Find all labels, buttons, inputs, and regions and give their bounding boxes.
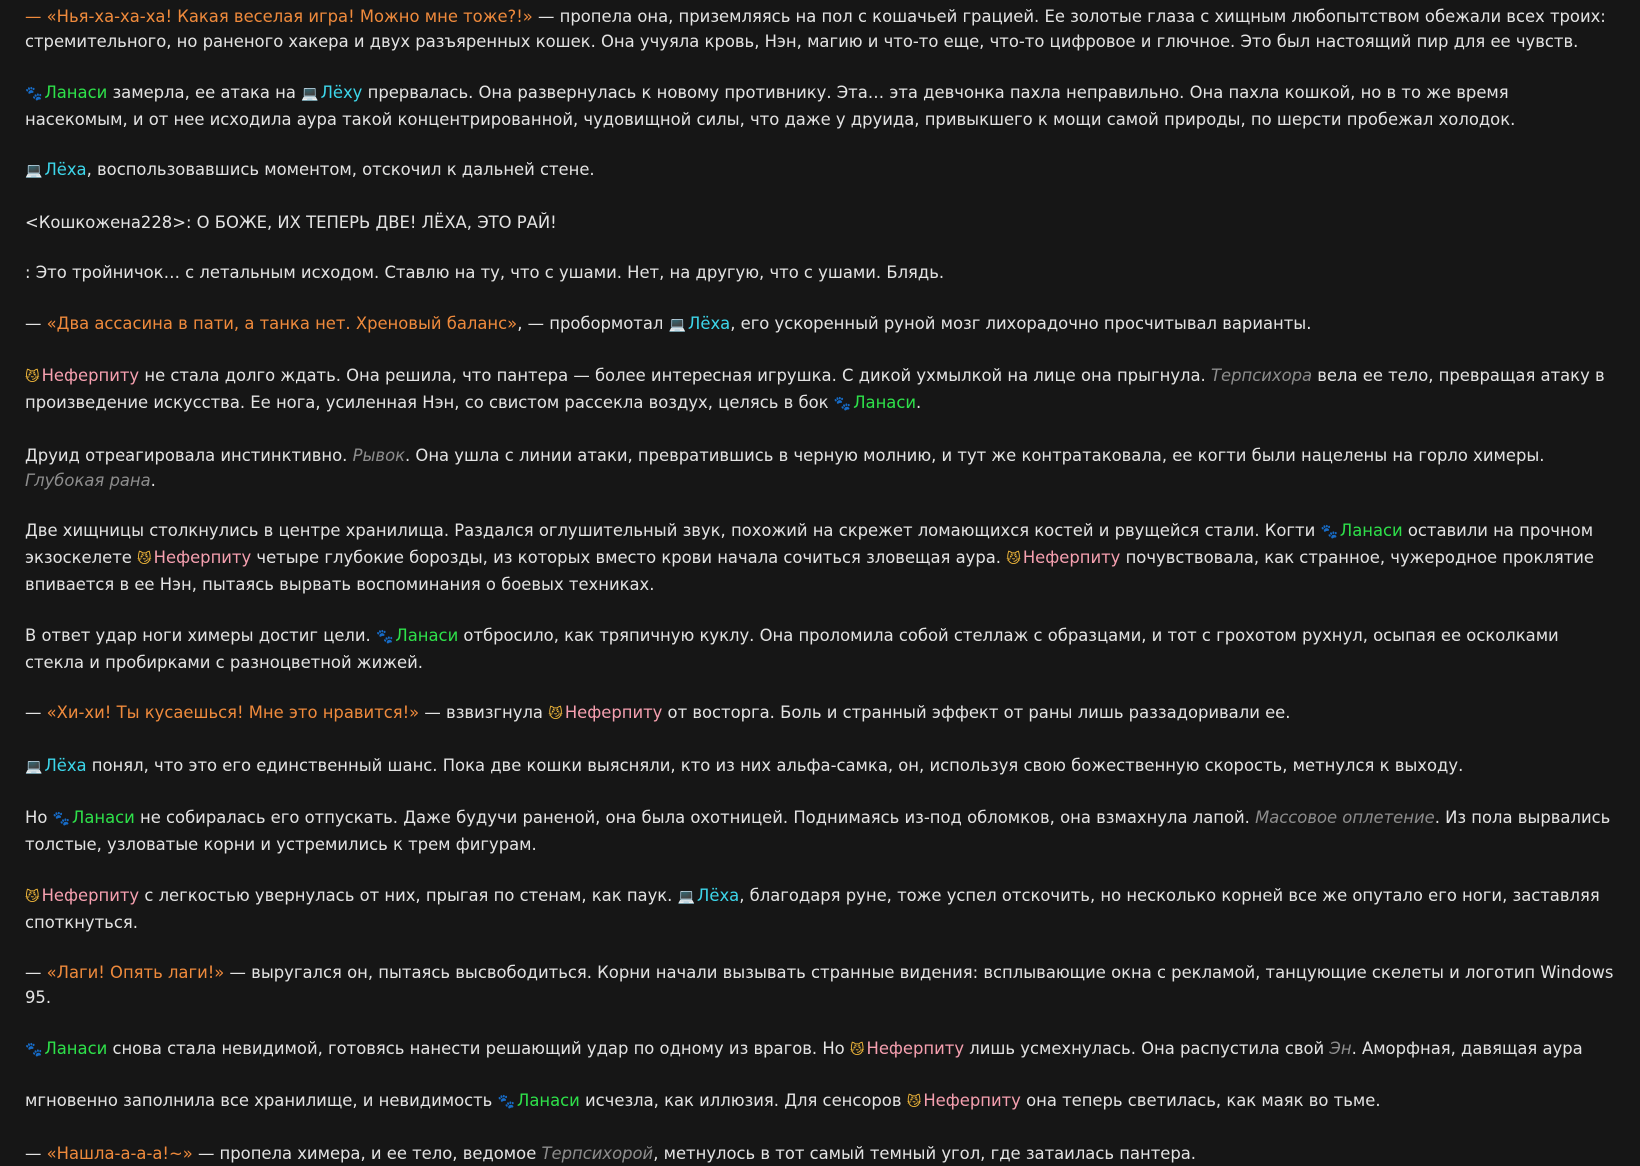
skill-name: Рывок [352,445,405,465]
narration-text: почувствовала, как странное, чужеродное проклятие впивается в ее Нэн, пытаясь вырвать воспоминания о боевых техниках. [25,548,1594,594]
laptop-icon: 💻 [668,316,687,333]
narration-text: исчезла, как иллюзия. Для сенсоров [579,1091,907,1110]
paw-icon: 🐾 [52,811,71,827]
paw-icon: 🐾 [375,628,394,645]
cat-face-icon: 😼 [137,551,152,567]
laptop-icon: 💻 [25,758,43,775]
speech-text: «Нашла-а-а-а!~» [46,1143,193,1163]
speech-text: «Лаги! Опять лаги!» [46,963,225,982]
narration-text: В ответ удар ноги химеры достиг цели. [25,625,376,645]
laptop-icon: 💻 [301,85,319,102]
cat-face-icon: 😼 [548,706,563,722]
narration-text: : Это тройничок… с летальным исходом. Ставлю на ту, что с ушами. Нет, на другую, что с ушами. Блядь. [25,263,945,282]
narration-text: . Она ушла с линии атаки, превратившись в черную молнию, и тут же контратаковала, ее когти были нацелены на горло химеры. [405,445,1545,465]
character-name-neferpitou: Неферпиту [41,885,140,905]
cat-face-icon: 😼 [849,1041,865,1058]
skill-name: Глубокая рана [25,470,151,490]
character-name-neferpitou: Неферпиту [923,1091,1021,1110]
skill-name: Массовое оплетение [1255,808,1435,827]
character-name-neferpitou: Неферпиту [41,366,140,385]
story-paragraph [25,753,1614,780]
skill-name: Терпсихора [1210,366,1313,385]
paw-icon: 🐾 [25,85,43,102]
paw-icon: 🐾 [833,396,852,412]
narration-text: не собиралась его отпускать. Даже будучи раненой, она была охотницей. Поднимаясь из-под обломков, она взмахнула лапой. [134,808,1256,827]
speech-text: «Два ассасина в пати, а танка нет. Хреновый баланс» [46,313,518,333]
story-paragraph [25,4,1614,54]
speech-text: «Хи-хи! Ты кусаешься! Мне это нравится!» [46,703,420,722]
cat-face-icon: 😼 [906,1094,922,1110]
narration-text: , благодаря руне, тоже успел отскочить, но несколько корней все же опутало его ноги, заставляя споткнуться. [25,885,1600,932]
character-name-lekha: Лёха [697,885,740,905]
narration-text: — [25,703,47,722]
narration-text: , — пробормотал [517,313,669,333]
narration-text: Друид отреагировала инстинктивно. [25,445,353,465]
character-name-lanasi: Ланаси [44,1038,108,1058]
narration-text: Две хищницы столкнулись в центре хранилища. Раздался оглушительный звук, похожий на скрежет ломающихся костей и рвущейся стали. Когти [25,521,1321,540]
cat-face-icon: 😼 [1006,551,1021,567]
character-name-lekha: Лёха [44,755,87,775]
story-paragraph [25,623,1614,675]
story-paragraph [25,518,1614,597]
narration-text: — [25,313,47,333]
character-name-lekha: Лёха [688,313,731,333]
story-paragraph [25,260,1614,285]
narration-text: оставили на прочном экзоскелете [25,521,1594,567]
narration-text: понял, что это его единственный шанс. Пока две кошки выясняли, кто из них альфа-самка, он, используя свою божественную скорость, метнулся к выходу. [86,755,1464,775]
cat-face-icon: 😼 [25,888,40,905]
narration-text: <Кошкожена228>: О БОЖЕ, ИХ ТЕПЕРЬ ДВЕ! ЛЁХА, ЭТО РАЙ! [25,212,557,232]
story-paragraph [25,805,1614,857]
character-name-lanasi: Ланаси [853,393,916,412]
narration-text: — пропела она, приземляясь на пол с кошачьей грацией. Ее золотые глаза с хищным любопытством обежали всех троих: стремительного, но раненого хакера и двух разъяренных кошек. Она учуяла кровь, Нэн, магию и что-то еще, что-то цифровое и глючное. Это был настоящий пир для ее чувств. [25,7,1606,51]
laptop-icon: 💻 [677,888,696,905]
narration-text: — [25,1143,47,1163]
story-paragraph [25,1088,1614,1115]
character-name-lanasi: Ланаси [1339,521,1403,540]
narration-text: . [150,470,156,490]
character-name-neferpitou: Неферпиту [564,703,663,722]
narration-text: , воспользовавшись моментом, отскочил к дальней стене. [86,160,595,179]
narration-text: снова стала невидимой, готовясь нанести решающий удар по одному из врагов. Но [107,1038,850,1058]
narration-text: она теперь светилась, как маяк во тьме. [1020,1091,1381,1110]
character-name-lanasi: Ланаси [44,82,108,102]
narration-text: . Аморфная, давящая аура [1351,1038,1583,1058]
character-name-neferpitou: Неферпиту [1022,548,1121,567]
narration-text: . [916,393,922,412]
story-paragraph [25,363,1614,417]
character-name-lekha: Лёха [44,160,87,179]
story-paragraph [25,80,1614,132]
narration-text: , метнулось в тот самый темный угол, где затаилась пантера. [653,1143,1196,1163]
story-paragraph [25,700,1614,727]
character-name-lanasi: Ланаси [395,625,459,645]
paw-icon: 🐾 [1320,524,1338,540]
narration-text: прервалась. Она развернулась к новому противнику. Эта… эта девчонка пахла неправильно. Она пахла кошкой, но в то же время насекомым, и от нее исходила аура такой концентрированной, чудовищной силы, что даже у друида, привыкшего к мощи самой природы, по шерсти пробежал холодок. [25,82,1516,129]
skill-name: Эн [1329,1038,1352,1058]
speech-text: — «Нья-ха-ха-ха! Какая веселая игра! Можно мне тоже?!» [25,7,533,26]
story-paragraph [25,311,1614,338]
story-paragraph [25,157,1614,184]
character-name-neferpitou: Неферпиту [153,548,252,567]
laptop-icon: 💻 [25,163,43,179]
narration-text: от восторга. Боль и странный эффект от раны лишь раззадоривали ее. [662,703,1291,722]
narration-text: — взвизгнула [419,703,549,722]
narration-text: — пропела химера, и ее тело, ведомое [192,1143,542,1163]
narration-text: мгновенно заполнила все хранилище, и невидимость [25,1091,498,1110]
narration-text: с легкостью увернулась от них, прыгая по стенам, как паук. [139,885,678,905]
narration-text: — выругался он, пытаясь высвободиться. Корни начали вызывать странные видения: всплывающие окна с рекламой, танцующие скелеты и логотип Windows 95. [25,963,1614,1007]
narration-text: отбросило, как тряпичную куклу. Она проломила собой стеллаж с образцами, и тот с грохотом рухнул, осыпая ее осколками стекла и пробирками с разноцветной жижей. [25,625,1559,672]
narration-text: не стала долго ждать. Она решила, что пантера — более интересная игрушка. С дикой ухмылкой на лице она прыгнула. [139,366,1211,385]
story-paragraph [25,960,1614,1010]
narration-text: четыре глубокие борозды, из которых вместо крови начала сочиться зловещая аура. [251,548,1007,567]
narration-text: — [25,963,47,982]
narration-text: Но [25,808,53,827]
character-name-lanasi: Ланаси [517,1091,580,1110]
narration-text: . Из пола вырвались толстые, узловатые корни и устремились к трем фигурам. [25,808,1611,854]
character-name-lanasi: Ланаси [72,808,135,827]
paw-icon: 🐾 [25,1041,43,1058]
story-paragraph [25,1141,1614,1166]
story-paragraph [25,210,1614,235]
character-name-neferpitou: Неферпиту [866,1038,965,1058]
skill-name: Терпсихорой [541,1143,654,1163]
narration-text: лишь усмехнулась. Она распустила свой [964,1038,1330,1058]
story-paragraph [25,883,1614,935]
story-paragraph [25,1036,1614,1063]
narration-text: вела ее тело, превращая атаку в произведение искусства. Ее нога, усиленная Нэн, со свистом рассекла воздух, целясь в бок [25,366,1605,412]
character-name-lekha: Лёху [320,82,363,102]
paw-icon: 🐾 [497,1094,515,1110]
narration-text: замерла, ее атака на [107,82,302,102]
cat-face-icon: 😼 [25,369,40,385]
story-paragraph [25,443,1614,493]
narration-text: , его ускоренный руной мозг лихорадочно просчитывал варианты. [730,313,1312,333]
